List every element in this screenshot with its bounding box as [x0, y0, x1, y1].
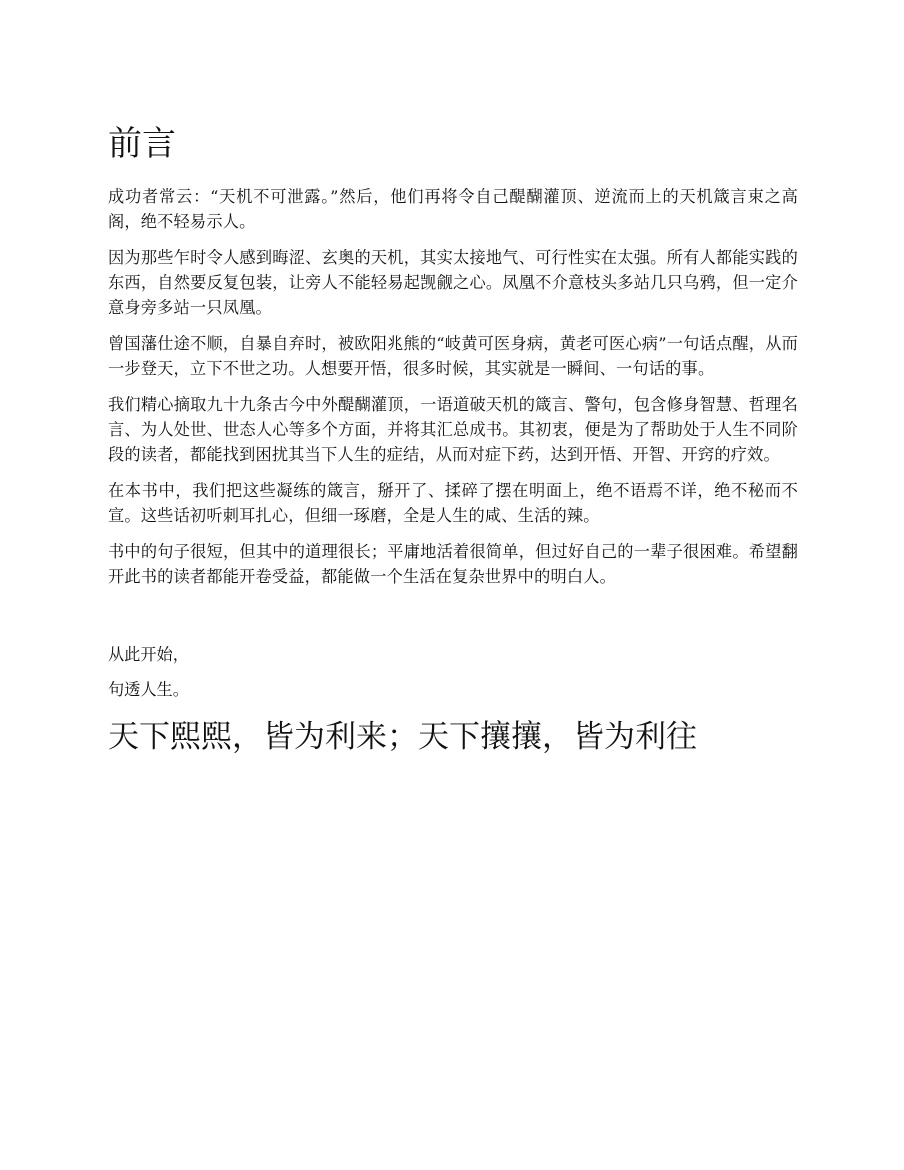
- page-title: 前言: [108, 124, 176, 164]
- closing-line: 句透人生。: [108, 680, 189, 699]
- spacer: [108, 600, 798, 642]
- paragraph: 成功者常云：“天机不可泄露。”然后，他们再将令自己醍醐灌顶、逆流而上的天机箴言束之高阁，绝不轻易示人。: [108, 187, 798, 231]
- paragraph: 我们精心摘取九十九条古今中外醍醐灌顶，一语道破天机的箴言、警句，包含修身智慧、哲理名言、为人处世、世态人心等多个方面，并将其汇总成书。其初衷，便是为了帮助处于人生不同阶段的读者，都能找到困扰其当下人生的症结，从而对症下药，达到开悟、开智、开窍的疗效。: [108, 395, 798, 464]
- closing-line: 从此开始，: [108, 645, 189, 664]
- paragraph: 因为那些乍时令人感到晦涩、玄奥的天机，其实太接地气、可行性实在太强。所有人都能实践的东西，自然要反复包装，让旁人不能轻易起觊觎之心。凤凰不介意枝头多站几只乌鸦，但一定介意身旁多站一只凤凰。: [108, 248, 798, 317]
- motto-heading: 天下熙熙，皆为利来；天下攘攘，皆为利往: [108, 719, 697, 755]
- paragraph: 曾国藩仕途不顺，自暴自弃时，被欧阳兆熊的“岐黄可医身病，黄老可医心病”一句话点醒，从而一步登天，立下不世之功。人想要开悟，很多时候，其实就是一瞬间、一句话的事。: [108, 334, 798, 378]
- paragraph: 书中的句子很短，但其中的道理很长；平庸地活着很简单，但过好自己的一辈子很困难。希望翻开此书的读者都能开卷受益，都能做一个生活在复杂世界中的明白人。: [108, 542, 798, 586]
- paragraph: 在本书中，我们把这些凝练的箴言，掰开了、揉碎了摆在明面上，绝不语焉不详，绝不秘而不宣。这些话初听刺耳扎心，但细一琢磨，全是人生的咸、生活的辣。: [108, 481, 798, 525]
- document-page: [108, 122, 798, 758]
